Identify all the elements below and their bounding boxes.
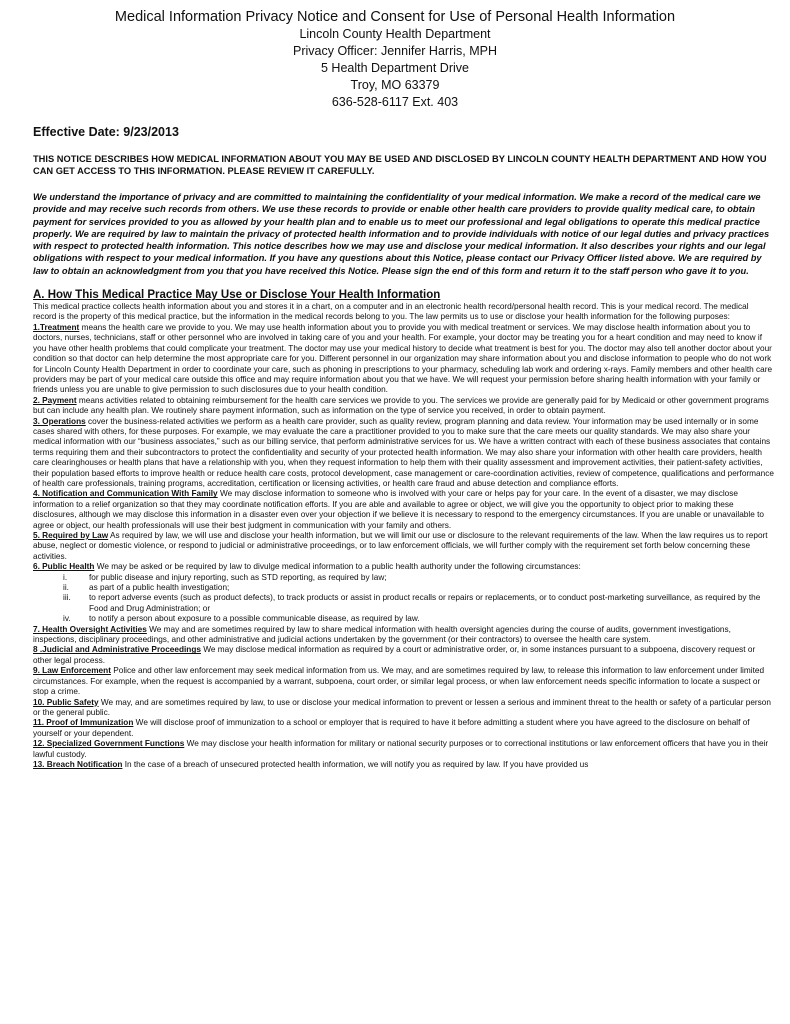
item-text: We may and are sometimes required by law to share medical information with health oversight agencies during the course of audits, government investigations, inspections, disciplinary proceedings, and other administrative and judicial actions undertaken by the government (or their contractors) to oversee the health care system. (33, 624, 731, 645)
item-treatment (33, 323, 774, 396)
privacy-officer: Privacy Officer: Jennifer Harris, MPH (293, 44, 497, 58)
item-heading: 10. Public Safety (33, 697, 99, 707)
list-number: iv. (63, 614, 71, 624)
item-heading: 2. Payment (33, 395, 77, 405)
document-header (0, 8, 790, 111)
list-number: iii. (63, 593, 71, 603)
list-number: i. (63, 572, 68, 582)
item-public-health (33, 562, 774, 572)
list-number: ii. (63, 583, 69, 593)
item-text: Police and other law enforcement may seek medical information from us. We may, and are sometimes required by law, to release this information to law enforcement under limited circumstances. For example, when the request is accompanied by a warrant, subpoena, court order, or similar legal process, or when law enforcement needs specific information to locate a suspect or stop a crime. (33, 666, 765, 697)
item-heading: 13. Breach Notification (33, 759, 123, 769)
item-text: means activities related to obtaining reimbursement for the health care services we provide to you. The services we provide are generally paid for by Medicaid or other government programs but can include any health plan. We routinely share payment information, such as information on the type of service you received, in order to obtain payment. (33, 395, 769, 416)
section-a-lead: This medical practice collects health information about you and stores it in a chart, on a computer and in an electronic health record/personal health record. This is your medical record. The medical record is the property of this medical practice, but the information in the medical records belong to you. The law permits us to use or disclose your health information for the following purposes: (33, 302, 749, 322)
intro-paragraph: We understand the importance of privacy and are committed to maintaining the confidentiality of your medical information. We make a record of the medical care we provide and may receive such records from others. We use these records to provide or enable other health care providers to provide quality medical care, to obtain payment for services provided to you as allowed by your health plan and to enable us to meet our professional and legal obligations to operate this medical practice properly. We are required by law to maintain the privacy of protected health information and to provide individuals with notice of our legal duties and privacy practices with respect to protected health information. This notice describes how we may use and disclose your medical information. It also describes your rights and our legal obligations with respect to your medical information. If you have any questions about this Notice, please contact our Privacy Officer listed above. We are required by law to obtain an acknowledgment from you that you have received this Notice. Please sign the end of this form and return it to the staff person who gave it to you. (33, 192, 770, 276)
item-text: As required by law, we will use and disclose your health information, but we will limit our use or disclosure to the relevant requirements of the law. When the law requires us to report abuse, neglect or domestic violence, or respond to judicial or administrative proceedings, or to law enforcement officials, we will further comply with the requirement set forth below concerning these activities. (33, 531, 768, 561)
item-text: In the case of a breach of unsecured protected health information, we will notify you as required by law. If you have provided us (122, 759, 589, 769)
item-family (33, 489, 774, 531)
public-health-list (33, 573, 774, 625)
organization-name: Lincoln County Health Department (299, 27, 491, 41)
item-health-oversight (33, 625, 774, 646)
item-text: We may disclose information to someone who is involved with your care or helps pay for your care. In the event of a disaster, we may disclose information to a relief organization so that they may coordinate notification efforts. If you are able and available to agree or object, we will give you the opportunity to object prior to making these disclosures, although we may disclose this information in a disaster even over your objection if we believe it is necessary to respond to the emergency circumstances. If you are unable or unavailable to agree or object, our health professionals will use their best judgment in communication with your family and others. (33, 489, 764, 530)
item-text: We may be asked or be required by law to divulge medical information to a public health authority under the following circumstances: (94, 562, 581, 572)
phone-number: 636-528-6117 Ext. 403 (331, 95, 459, 109)
item-text: We may disclose medical information as required by a court or administrative order, or, in some instances pursuant to a subpoena, discovery request or other legal process. (33, 645, 756, 665)
item-required-by-law (33, 531, 774, 562)
effective-date: Effective Date: 9/23/2013 (33, 125, 179, 139)
item-payment (33, 396, 774, 417)
list-text: as part of a public health investigation; (89, 583, 230, 593)
item-heading: 9. Law Enforcement (33, 666, 111, 676)
item-text: cover the business-related activities we perform as a health care provider, such as quality review, program planning and data review. Your information may be used internally or in some cases shared with others, for these purposes. For example, we may evaluate the care a practitioner provided to you to make sure that the care meets our quality standards. We may also share your medical information with our “business associates,” such as our billing service, that perform administrative services for us. We have a written contract with each of these business associates that contains terms requiring them and their subcontractors to protect the confidentiality and security of your protected health information. We may also share your information with other health care providers, health care clearinghouses or health plans that have a relationship with you, when they request information to help them with their quality assessment and improvement activities, their patient-safety activities, their population based efforts to improve health or reduce health care costs, protocol development, case management or care-coordination activities, review of competence, qualifications and performance of health care professionals, training programs, accreditation, certification or licensing activities, or health care fraud and abuse detection and compliance efforts. (33, 416, 774, 488)
item-heading: 5. Required by Law (33, 531, 109, 541)
list-item (63, 593, 774, 614)
item-law-enforcement (33, 666, 774, 697)
section-a-heading: A. How This Medical Practice May Use or Disclose Your Health Information (33, 289, 441, 302)
list-item (63, 572, 774, 583)
list-item (63, 614, 774, 624)
list-text: to notify a person about exposure to a possible communicable disease, as required by law. (89, 614, 420, 624)
address-street: 5 Health Department Drive (321, 61, 469, 75)
item-text: We will disclose proof of immunization to a school or employer that is required to have it before admitting a student where you have agreed to the disclosure on behalf of yourself or your dependent. (33, 718, 750, 738)
item-immunization (33, 718, 774, 739)
item-judicial (33, 645, 774, 666)
item-operations (33, 417, 774, 490)
item-heading: 4. Notification and Communication With Family (33, 489, 218, 499)
list-item (63, 583, 774, 593)
item-heading: 12. Specialized Government Functions (33, 739, 185, 749)
item-breach-notification (33, 760, 774, 770)
item-public-safety (33, 698, 774, 719)
item-heading: 7. Health Oversight Activities (33, 624, 147, 634)
list-text: for public disease and injury reporting, such as STD reporting, as required by law; (89, 572, 387, 582)
list-text: to report adverse events (such as product defects), to track products or assist in product recalls or repairs or replacements, or to conduct post-marketing surveillance, as required by the Food and Drug Administration; or (89, 593, 761, 613)
item-text: means the health care we provide to you. We may use health information about you to provide you with medical treatment or services. We may disclose health information about you to doctors, nurses, technicians, staff or other personnel who are involved in taking care of you and your health. For example, your doctor may be treating you for a heart condition and may need to know if you have other health problems that could complicate your treatment. The doctor may use your medical history to decide what treatment is best for you. The doctor may also tell another doctor about your condition so that doctor can help determine the most appropriate care for you. Different personnel in our organization may share information about you and disclose information to people who do not work for Lincoln County Health Department in order to coordinate your care, such as phoning in prescriptions to your pharmacy, scheduling lab work and ordering x-rays. Family members and other health care providers may be part of your medical care outside this office and may require information about you that we have. We will request your permission before sharing health information with your family or friends unless you are unable to give permission to such disclosures due to your health condition. (33, 322, 773, 395)
item-heading: 6. Public Health (33, 562, 95, 572)
document-title: Medical Information Privacy Notice and Consent for Use of Personal Health Information (114, 9, 676, 25)
item-heading: 3. Operations (33, 416, 86, 426)
item-text: We may, and are sometimes required by law, to use or disclose your medical information to prevent or lessen a serious and imminent threat to the health or safety of a particular person or the general public. (33, 697, 771, 717)
item-government-functions (33, 739, 774, 760)
notice-statement: THIS NOTICE DESCRIBES HOW MEDICAL INFORMATION ABOUT YOU MAY BE USED AND DISCLOSED BY LINCOLN COUNTY HEALTH DEPARTMENT AND HOW YOU CAN GET ACCESS TO THIS INFORMATION. PLEASE REVIEW IT CAREFULLY. (33, 154, 767, 176)
item-heading: 1.Treatment (33, 322, 80, 332)
address-city: Troy, MO 63379 (350, 78, 440, 92)
item-heading: 8 .Judicial and Administrative Proceedings (33, 645, 201, 655)
item-text: We may disclose your health information for military or national security purposes or to correctional institutions or law enforcement officers that have you in their lawful custody. (33, 739, 769, 759)
item-heading: 11. Proof of Immunization (33, 718, 134, 728)
section-a-body (33, 302, 774, 770)
